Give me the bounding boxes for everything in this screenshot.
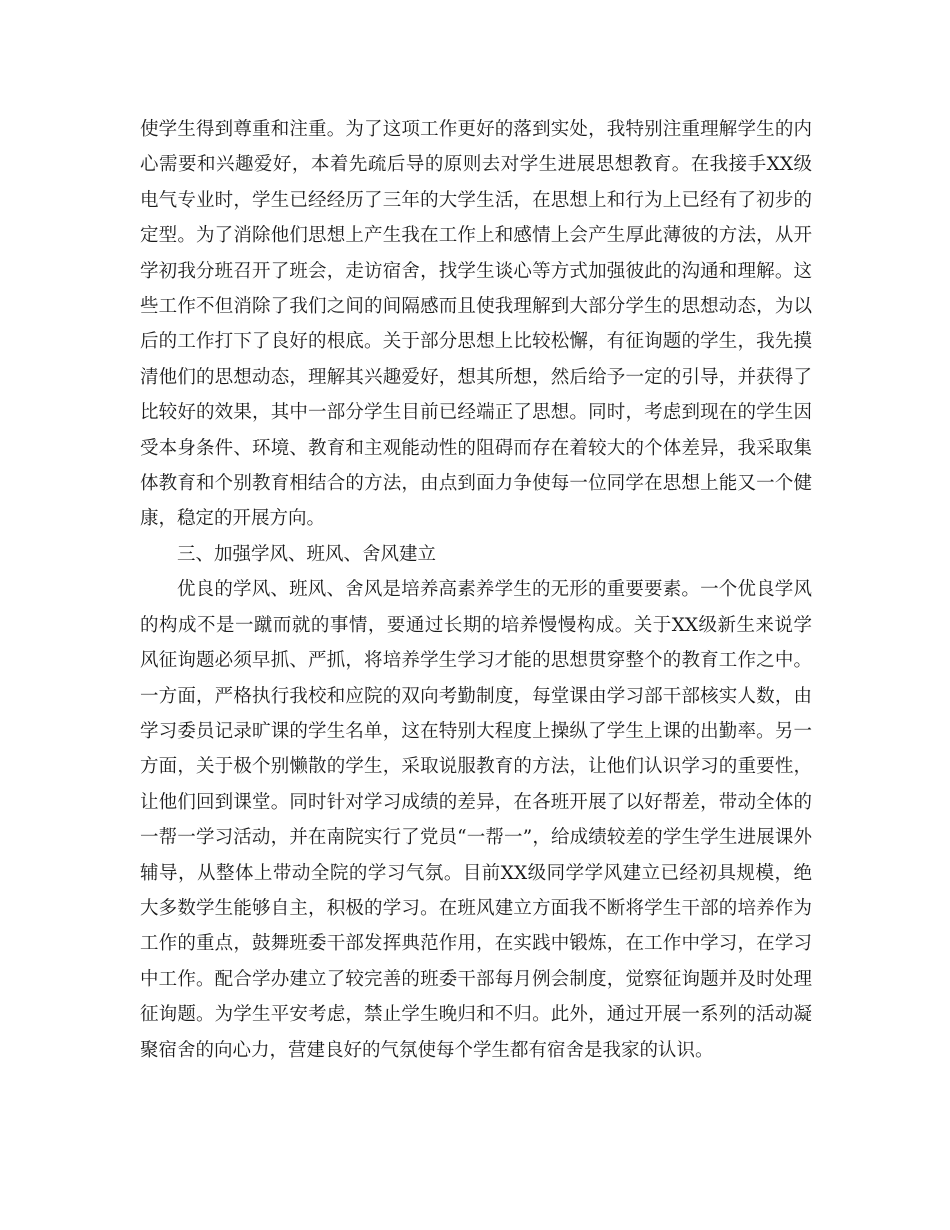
document-body [140, 112, 812, 1068]
paragraph-continuation: 使学生得到尊重和注重。为了这项工作更好的落到实处，我特别注重理解学生的内心需要和兴趣爱好，本着先疏后导的原则去对学生进展思想教育。在我接手XX级电气专业时，学生已经经历了三年的大学生活，在思想上和行为上已经有了初步的定型。为了消除他们思想上产生我在工作上和感情上会产生厚此薄彼的方法，从开学初我分班召开了班会，走访宿舍，找学生谈心等方式加强彼此的沟通和理解。这些工作不但消除了我们之间的间隔感而且使我理解到大部分学生的思想动态，为以后的工作打下了良好的根底。关于部分思想上比较松懈，有征询题的学生，我先摸清他们的思想动态，理解其兴趣爱好，想其所想，然后给予一定的引导，并获得了比较好的效果，其中一部分学生目前已经端正了思想。同时，考虑到现在的学生因受本身条件、环境、教育和主观能动性的阻碍而存在着较大的个体差异，我采取集体教育和个别教育相结合的方法，由点到面力争使每一位同学在思想上能又一个健康，稳定的开展方向。 [140, 119, 812, 530]
paragraph-study-style: 优良的学风、班风、舍风是培养高素养学生的无形的重要要素。一个优良学风的构成不是一蹴而就的事情，要通过长期的培养慢慢构成。关于XX级新生来说学风征询题必须早抓、严抓，将培养学生学习才能的思想贯穿整个的教育工作之中。一方面，严格执行我校和应院的双向考勤制度，每堂课由学习部干部核实人数，由学习委员记录旷课的学生名单，这在特别大程度上操纵了学生上课的出勤率。另一方面，关于极个别懒散的学生，采取说服教育的方法，让他们认识学习的重要性，让他们回到课堂。同时针对学习成绩的差异，在各班开展了以好帮差，带动全体的一帮一学习活动，并在南院实行了党员“一帮一”，给成绩较差的学生学生进展课外辅导，从整体上带动全院的学习气氛。目前XX级同学学风建立已经初具规模，绝大多数学生能够自主，积极的学习。在班风建立方面我不断将学生干部的培养作为工作的重点，鼓舞班委干部发挥典范作用，在实践中锻炼，在工作中学习，在学习中工作。配合学办建立了较完善的班委干部每月例会制度，觉察征询题并及时处理征询题。为学生平安考虑，禁止学生晚归和不归。此外，通过开展一系列的活动凝聚宿舍的向心力，营建良好的气氛使每个学生都有宿舍是我家的认识。 [140, 579, 812, 1061]
section-heading: 三、加强学风、班风、舍风建立 [177, 543, 437, 565]
